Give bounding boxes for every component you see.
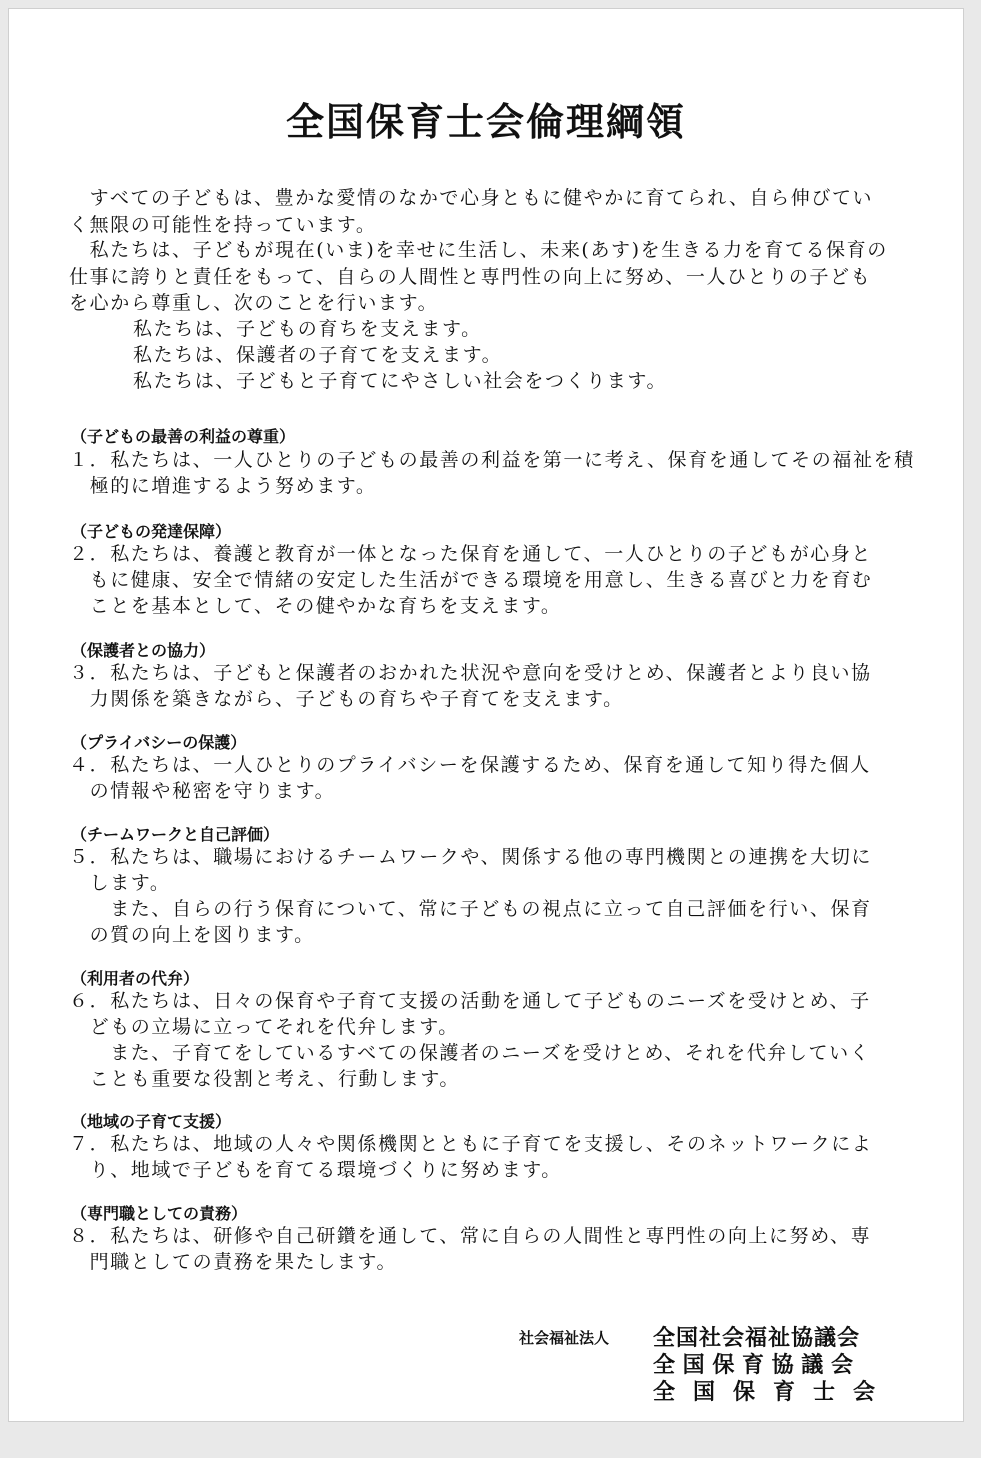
section-heading: （子どもの最善の利益の尊重）	[71, 427, 296, 446]
section-line: 極的に増進するよう努めます。	[69, 475, 377, 497]
section-line: また、子育てをしているすべての保護者のニーズを受けとめ、それを代弁していく	[69, 1042, 871, 1064]
section-heading: （専門職としての責務）	[71, 1204, 248, 1223]
section-line: ２．私たちは、養護と教育が一体となった保育を通して、一人ひとりの子どもが心身と	[69, 543, 873, 565]
preamble-pledge: 私たちは、子どもと子育てにやさしい社会をつくります。	[133, 370, 668, 392]
signature-org: 全国社会福祉協議会	[653, 1325, 861, 1351]
signature-corp-type: 社会福祉法人	[519, 1329, 610, 1347]
preamble-line: 私たちは、子どもが現在(いま)を幸せに生活し、未来(あす)を生きる力を育てる保育の	[69, 239, 888, 261]
section-line: ５．私たちは、職場におけるチームワークや、関係する他の専門機関との連携を大切に	[69, 846, 873, 868]
section-line: します。	[69, 872, 171, 894]
section-line: どもの立場に立ってそれを代弁します。	[69, 1016, 459, 1038]
section-line: ことも重要な役割と考え、行動します。	[69, 1068, 461, 1090]
preamble-line: 仕事に誇りと責任をもって、自らの人間性と専門性の向上に努め、一人ひとりの子ども	[69, 266, 872, 288]
section-heading: （プライバシーの保護）	[71, 733, 247, 752]
document-title: 全国保育士会倫理綱領	[285, 99, 686, 144]
section-line: 力関係を築きながら、子どもの育ちや子育てを支えます。	[69, 688, 624, 710]
preamble-line: を心から尊重し、次のことを行います。	[69, 292, 439, 314]
section-line: 門職としての責務を果たします。	[69, 1251, 398, 1273]
preamble-pledge: 私たちは、保護者の子育てを支えます。	[133, 344, 503, 366]
signature-org: 全 国 保 育 士 会	[653, 1379, 874, 1405]
preamble-line: く無限の可能性を持っています。	[69, 214, 377, 236]
section-heading: （チームワークと自己評価）	[71, 825, 280, 844]
signature-org: 全 国 保 育 協 議 会	[653, 1352, 853, 1378]
section-line: ４．私たちは、一人ひとりのプライバシーを保護するため、保育を通して知り得た個人	[69, 754, 871, 776]
section-line: ８．私たちは、研修や自己研鑽を通して、常に自らの人間性と専門性の向上に努め、専	[69, 1225, 872, 1247]
preamble-pledge: 私たちは、子どもの育ちを支えます。	[133, 318, 482, 340]
section-line: もに健康、安全で情緒の安定した生活ができる環境を用意し、生きる喜びと力を育む	[69, 569, 873, 591]
section-line: ７．私たちは、地域の人々や関係機関とともに子育てを支援し、そのネットワークによ	[69, 1133, 873, 1155]
section-heading: （地域の子育て支援）	[71, 1112, 232, 1131]
section-line: り、地域で子どもを育てる環境づくりに努めます。	[69, 1159, 562, 1181]
section-line: の情報や秘密を守ります。	[69, 780, 336, 802]
section-heading: （保護者との協力）	[71, 641, 216, 660]
section-heading: （利用者の代弁）	[71, 969, 200, 988]
preamble-line: すべての子どもは、豊かな愛情のなかで心身ともに健やかに育てられ、自ら伸びてい	[69, 187, 874, 209]
section-line: ３．私たちは、子どもと保護者のおかれた状況や意向を受けとめ、保護者とより良い協	[69, 662, 872, 684]
section-heading: （子どもの発達保障）	[71, 522, 232, 541]
document-page	[8, 8, 964, 1422]
section-line: １．私たちは、一人ひとりの子どもの最善の利益を第一に考え、保育を通してその福祉を積	[69, 449, 915, 471]
section-line: ６．私たちは、日々の保育や子育て支援の活動を通して子どものニーズを受けとめ、子	[69, 990, 871, 1012]
section-line: また、自らの行う保育について、常に子どもの視点に立って自己評価を行い、保育	[69, 898, 872, 920]
section-line: の質の向上を図ります。	[69, 924, 315, 946]
section-line: ことを基本として、その健やかな育ちを支えます。	[69, 595, 562, 617]
